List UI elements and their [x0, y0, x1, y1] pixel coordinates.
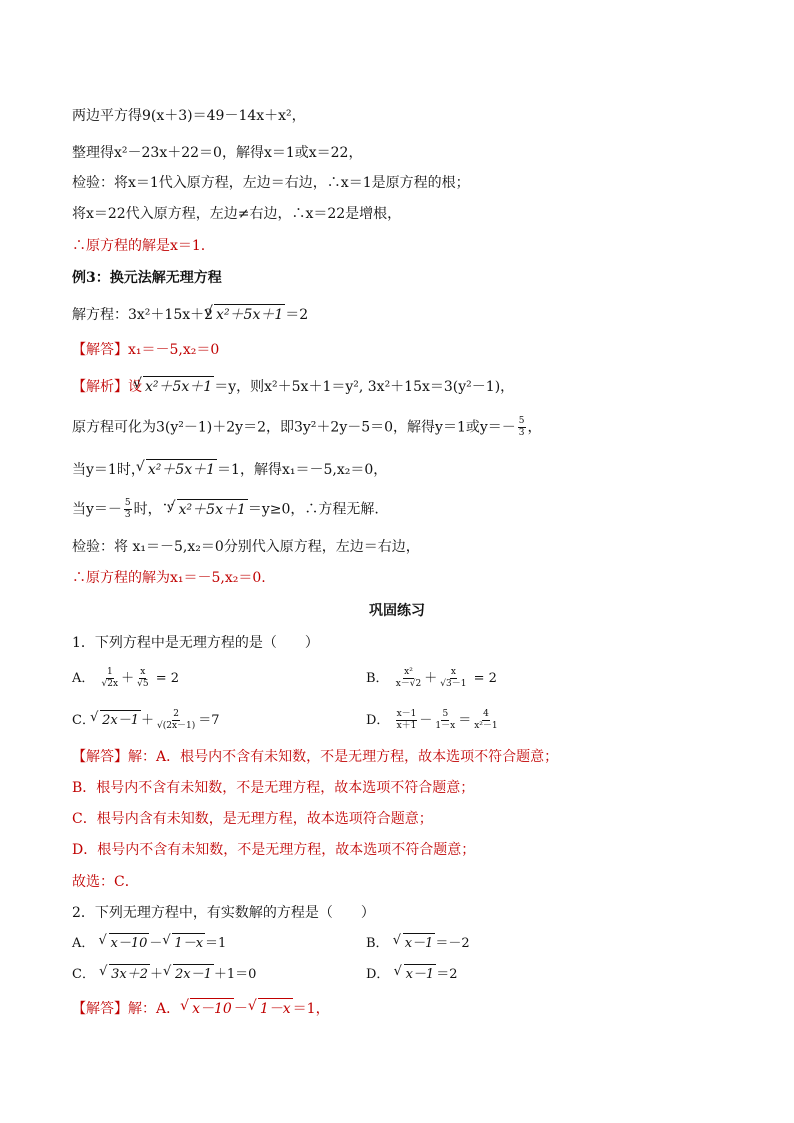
- answer-1-b: B．根号内不含有未知数，不是无理方程，故本选项不符合题意；: [72, 780, 475, 796]
- q2-option-b: B． √ x－1 ＝－2: [366, 933, 470, 954]
- q1-option-b: B． $\frac{\text{x²}}{x-√2}$ ＋ $\frac{x}{√3-1}$ = 2: [366, 667, 497, 689]
- analysis-rewrite: 原方程可化为3(y²－1)＋2y＝2，即3y²＋2y－5＝0，解得y＝1或y＝－ $\frac{5}{3}$ ，: [72, 416, 542, 438]
- radical: √ x－10: [109, 933, 150, 954]
- radical: √ 1－x: [258, 998, 293, 1019]
- step-check-root-22: 将x＝22代入原方程，左边≠右边，∴x＝22是增根，: [72, 206, 402, 222]
- step-square-both-sides: 两边平方得9(x＋3)＝49－14x＋x²，: [72, 108, 306, 124]
- answer-1-a: 【解答】解：A．根号内不含有未知数，不是无理方程，故本选项不符合题意；: [72, 749, 559, 765]
- fraction: $\frac{5}{3}$: [124, 498, 131, 520]
- radical: √ x－1: [404, 964, 437, 985]
- problem-rhs: ＝2: [285, 307, 309, 323]
- answer-1-choice: 故选：C．: [72, 874, 139, 890]
- analysis-substitution: [72, 376, 514, 397]
- radical: √ x²＋5x＋1: [143, 376, 214, 397]
- analysis-label: 【解析】设: [72, 379, 142, 395]
- q2-option-a: A． √ x－10 －√ 1－x ＝1: [72, 933, 226, 954]
- radical: √ x²＋5x＋1: [146, 459, 217, 480]
- radical: √ 1－x: [172, 933, 205, 954]
- radical: √ x²＋5x＋1: [214, 304, 285, 325]
- answer-1-d: D．根号内不含有未知数，不是无理方程，故本选项不符合题意；: [72, 842, 476, 858]
- example-3-title: 例3：换元法解无理方程: [72, 270, 222, 286]
- check-example-3: 检验：将 x₁＝－5,x₂＝0分别代入原方程，左边＝右边，: [72, 539, 420, 555]
- question-2: 2．下列无理方程中，有实数解的方程是（ ）: [72, 905, 375, 921]
- radical: √ 2x－1: [100, 710, 141, 731]
- conclusion-example-2: ∴原方程的解是x＝1.: [72, 238, 206, 254]
- problem-text: 解方程：3x²＋15x＋2: [72, 307, 214, 323]
- radical: √ x－10: [190, 998, 234, 1019]
- answer-example-3: 【解答】x₁＝－5,x₂＝0: [72, 342, 220, 358]
- radical: √ 2x－1: [173, 964, 214, 985]
- answer-1-c: C．根号内含有未知数，是无理方程，故本选项符合题意；: [72, 811, 433, 827]
- answer-2-a: 【解答】解：A．√ x－10 －√ 1－x ＝1，: [72, 998, 330, 1019]
- section-title: 巩固练习: [369, 603, 425, 619]
- radical: √ x－1: [403, 933, 436, 954]
- question-1: 1．下列方程中是无理方程的是（ ）: [72, 635, 319, 651]
- step-simplify: 整理得x²－23x＋22＝0，解得x＝1或x＝22，: [72, 145, 363, 161]
- example-3-problem: [72, 304, 308, 325]
- conclusion-example-3: ∴原方程的解为x₁＝－5,x₂＝0.: [72, 570, 266, 586]
- q2-option-d: D． √ x－1 ＝2: [366, 964, 457, 985]
- q1-option-c: C． √ 2x－1 ＋ $\frac{2}{√(2x-1)}$ ＝7: [72, 709, 220, 732]
- fraction: $\frac{5}{3}$: [518, 416, 525, 438]
- q2-option-c: C． √ 3x＋2 ＋√ 2x－1 ＋1＝0: [72, 964, 256, 985]
- radical: √ x²＋5x＋1: [177, 499, 248, 520]
- step-check-root-1: 检验：将x＝1代入原方程，左边＝右边，∴x＝1是原方程的根；: [72, 175, 470, 191]
- analysis-text: ＝y，则x²＋5x＋1＝y², 3x²＋15x＝3(y²－1)，: [214, 379, 515, 395]
- q1-option-a: A． $\frac{1}{√2x}$ ＋ $\frac{x}{√5}$ = 2: [72, 667, 179, 689]
- case-y-equals-1: 当y＝1时，√ x²＋5x＋1 ＝1，解得x₁＝－5,x₂＝0，: [72, 459, 387, 480]
- case-y-negative: 当y＝－ $\frac{5}{3}$ 时，∵√ x²＋5x＋1 ＝y≥0，∴方程无解.: [72, 498, 379, 521]
- q1-option-d: D． $\frac{x-1}{x+1}$ － $\frac{5}{1-x}$ ＝ $\frac{4}{\text{x²－1}}$: [366, 709, 498, 731]
- radical: √ 3x＋2: [109, 964, 150, 985]
- rewrite-text: 原方程可化为3(y²－1)＋2y＝2，即3y²＋2y－5＝0，解得y＝1或y＝－: [72, 419, 516, 436]
